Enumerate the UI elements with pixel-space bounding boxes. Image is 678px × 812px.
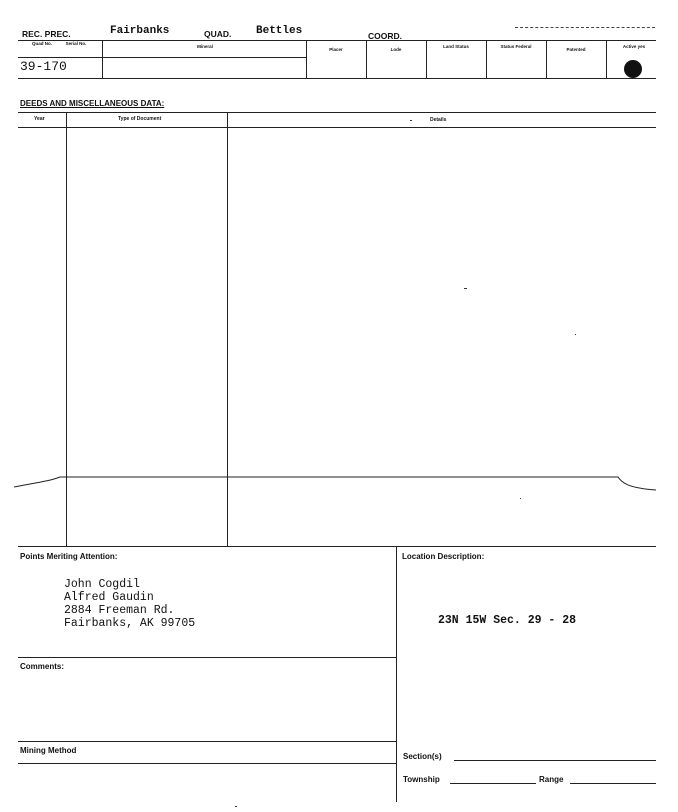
col-lode: Lode: [390, 47, 402, 52]
section-fill-line: [454, 760, 656, 761]
rec-prec-label: REC. PREC.: [22, 29, 71, 39]
col-divider-6: [546, 40, 547, 78]
col-divider-3: [366, 40, 367, 78]
col-placer: Placer: [329, 47, 343, 52]
points-line: John Cogdil: [64, 578, 140, 591]
col-divider-1: [102, 40, 103, 78]
col-status-federal: Status Federal: [500, 44, 532, 49]
scan-speck: [410, 120, 412, 121]
lower-center-divider: [396, 546, 397, 802]
points-line: Fairbanks, AK 99705: [64, 617, 196, 630]
points-line: 2884 Freeman Rd.: [64, 604, 175, 617]
township-fill-line: [450, 783, 536, 784]
active-check-mark: [624, 60, 642, 78]
scan-speck: [520, 498, 521, 499]
rec-prec-value: Fairbanks: [110, 25, 170, 37]
mining-method-underline: [18, 763, 396, 764]
coord-label: COORD.: [368, 31, 402, 41]
header-rule-mid: [18, 57, 306, 58]
location-value: 23N 15W Sec. 29 - 28: [438, 614, 577, 627]
col-divider-7: [606, 40, 607, 78]
scan-speck: [464, 288, 467, 289]
deeds-rule-header: [18, 127, 656, 128]
col-quad-no: Quad No.: [32, 41, 52, 46]
mining-method-rule: [18, 741, 396, 742]
deeds-title: DEEDS AND MISCELLANEOUS DATA:: [20, 99, 165, 108]
range-label: Range: [539, 775, 564, 784]
quad-label: QUAD.: [204, 29, 232, 39]
township-label: Township: [403, 775, 440, 784]
col-divider-4: [426, 40, 427, 78]
points-line: Alfred Gaudin: [64, 591, 154, 604]
scan-speck: [235, 806, 237, 807]
deeds-rule-top: [18, 112, 656, 113]
comments-rule: [18, 657, 396, 658]
mining-method-label: Mining Method: [20, 746, 77, 755]
col-serial-no: Serial No.: [65, 41, 87, 46]
deeds-rule-bottom: [18, 546, 656, 547]
comments-label: Comments:: [20, 662, 65, 671]
deeds-col-year: Year: [34, 116, 45, 122]
scan-speck: [575, 334, 576, 335]
points-label: Points Meriting Attention:: [20, 552, 118, 561]
col-patented: Patented: [566, 47, 586, 52]
section-label: Section(s): [403, 752, 442, 761]
deeds-col-type: Type of Document: [118, 116, 162, 122]
quad-value: Bettles: [256, 25, 303, 37]
points-address-block: [64, 578, 195, 630]
deeds-col-details: Details: [430, 117, 447, 123]
col-land-status: Land Status: [443, 44, 469, 49]
range-fill-line: [570, 783, 656, 784]
quad-serial-value: 39-170: [20, 59, 67, 74]
coord-dash-line: [515, 27, 655, 28]
page-fold-line: [0, 468, 678, 498]
header-rule-bottom: [18, 78, 656, 79]
header-rule-top: [18, 40, 656, 41]
col-mineral: Mineral: [197, 44, 213, 49]
col-divider-5: [486, 40, 487, 78]
location-label: Location Description:: [402, 552, 485, 561]
col-divider-2: [306, 40, 307, 78]
col-active-yes: Active yes: [622, 44, 646, 49]
